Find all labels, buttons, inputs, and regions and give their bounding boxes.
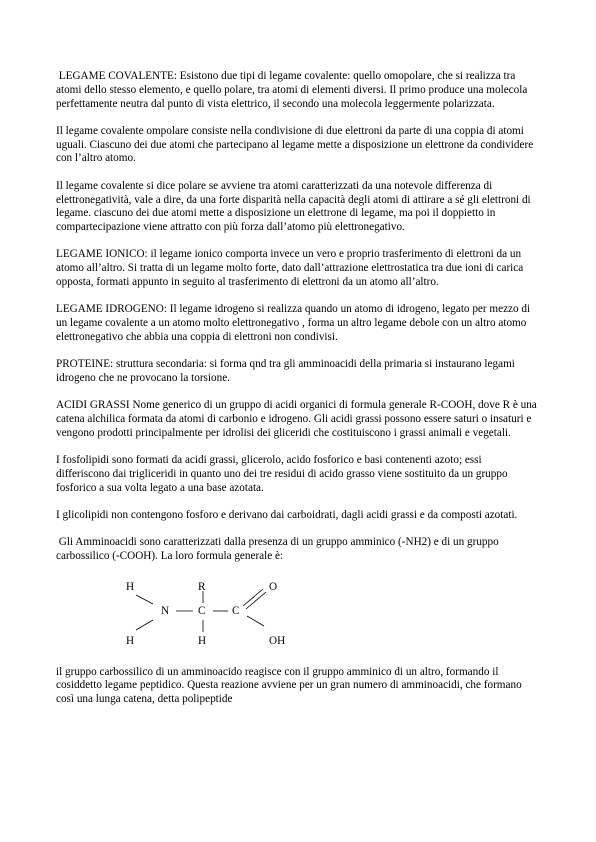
paragraph-glicolipidi: I glicolipidi non contengono fosforo e derivano dai carboidrati, dagli acidi grassi e da composti azotati.: [56, 509, 518, 522]
formula-n: N: [161, 604, 170, 617]
paragraph-legame-peptidico: il gruppo carbossilico di un amminoacido reagisce con il gruppo amminico di un altro, formando il cosiddetto legame peptidico. Questa reazione avviene per un gran numero di amminoacidi, che formano così una lunga catena, detta polipeptide: [56, 665, 522, 706]
paragraph-acidi-grassi: ACIDI GRASSI Nome generico di un gruppo di acidi organici di formula generale R-COOH, dove R è una catena alchilica formata da atomi di carbonio e idrogeno. Gli acidi grassi possono essere saturi o insaturi e vengono prodotti principalmente per idrolisi dei gliceridi che costituiscono i grassi animali e vegetali.: [56, 399, 537, 439]
formula-o: O: [269, 580, 278, 593]
amino-acid-formula: [56, 578, 538, 654]
formula-c-alpha: C: [198, 604, 206, 617]
formula-h-bottom: H: [126, 634, 135, 647]
paragraph-amminoacidi: Gli Amminoacidi sono caratterizzati dalla presenza di un gruppo amminico (-NH2) e di un gruppo carbossilico (-COOH). La loro formula generale è:: [56, 536, 502, 563]
formula-c-carboxyl: C: [232, 604, 240, 617]
paragraph-legame-ionico: LEGAME IONICO: il legame ionico comporta invece un vero e proprio trasferimento di elettroni da un atomo all’altro. Si tratta di un legame molto forte, dato dall’attrazione elettrostatica tra due ioni di carica opposta, formati appunto in seguito al trasferimento di elettroni da un atomo all’altro.: [56, 248, 524, 289]
bond-c-oh: [247, 616, 264, 626]
paragraph-legame-idrogeno: LEGAME IDROGENO: Il legame idrogeno si realizza quando un atomo di idrogeno, legato per mezzo di un legame covalente a un atomo molto elettronegativo , forma un altro legame debole con un altro atomo elettronegativo che abbia una coppia di elettroni non condivisi.: [56, 303, 531, 343]
formula-r: R: [198, 580, 206, 593]
bond-h-n-top: [136, 595, 153, 604]
paragraph-covalente-polare: Il legame covalente si dice polare se avviene tra atomi caratterizzati da una notevole differenza di elettronegatività, vale a dire, da una forte disparità nella capacità degli atomi di attirare a sé gli elettroni di legame. ciascuno dei due atomi mette a disposizione un elettrone di legame, ma poi il doppietto in compartecipazione viene attratto con più forza dall’atomo più elettronegativo.: [56, 179, 531, 234]
paragraph-proteine: PROTEINE: struttura secondaria: si forma qnd tra gli amminoacidi della primaria si instaurano legami idrogeno che ne provocano la torsione.: [56, 358, 515, 385]
formula-h-top: H: [126, 580, 135, 593]
document-page: [56, 70, 538, 720]
paragraph-legame-covalente: LEGAME COVALENTE: Esistono due tipi di legame covalente: quello omopolare, che si realizza tra atomi dello stesso elemento, e quello polare, tra atomi di elementi diversi. Il primo produce una molecola perfettamente neutra dal punto di vista elettrico, il secondo una molecola leggermente polarizzata.: [56, 70, 531, 110]
paragraph-fosfolipidi: I fosfolipidi sono formati da acidi grassi, glicerolo, acido fosforico e basi contenenti azoto; essi differiscono dai trigliceridi in quanto uno dei tre residui di acido grasso viene sostituito da un gruppo fosforico a sua volta legato a una base azotata.: [56, 454, 508, 494]
formula-h-alpha: H: [198, 634, 207, 647]
bond-h-n-bottom: [136, 620, 153, 630]
formula-oh: OH: [269, 634, 286, 647]
paragraph-covalente-omopolare: Il legame covalente ompolare consiste nella condivisione di due elettroni da parte di una coppia di atomi uguali. Ciascuno dei due atomi che partecipano al legame mette a disposizione un elettrone da condividere con l’altro atomo.: [56, 124, 534, 165]
